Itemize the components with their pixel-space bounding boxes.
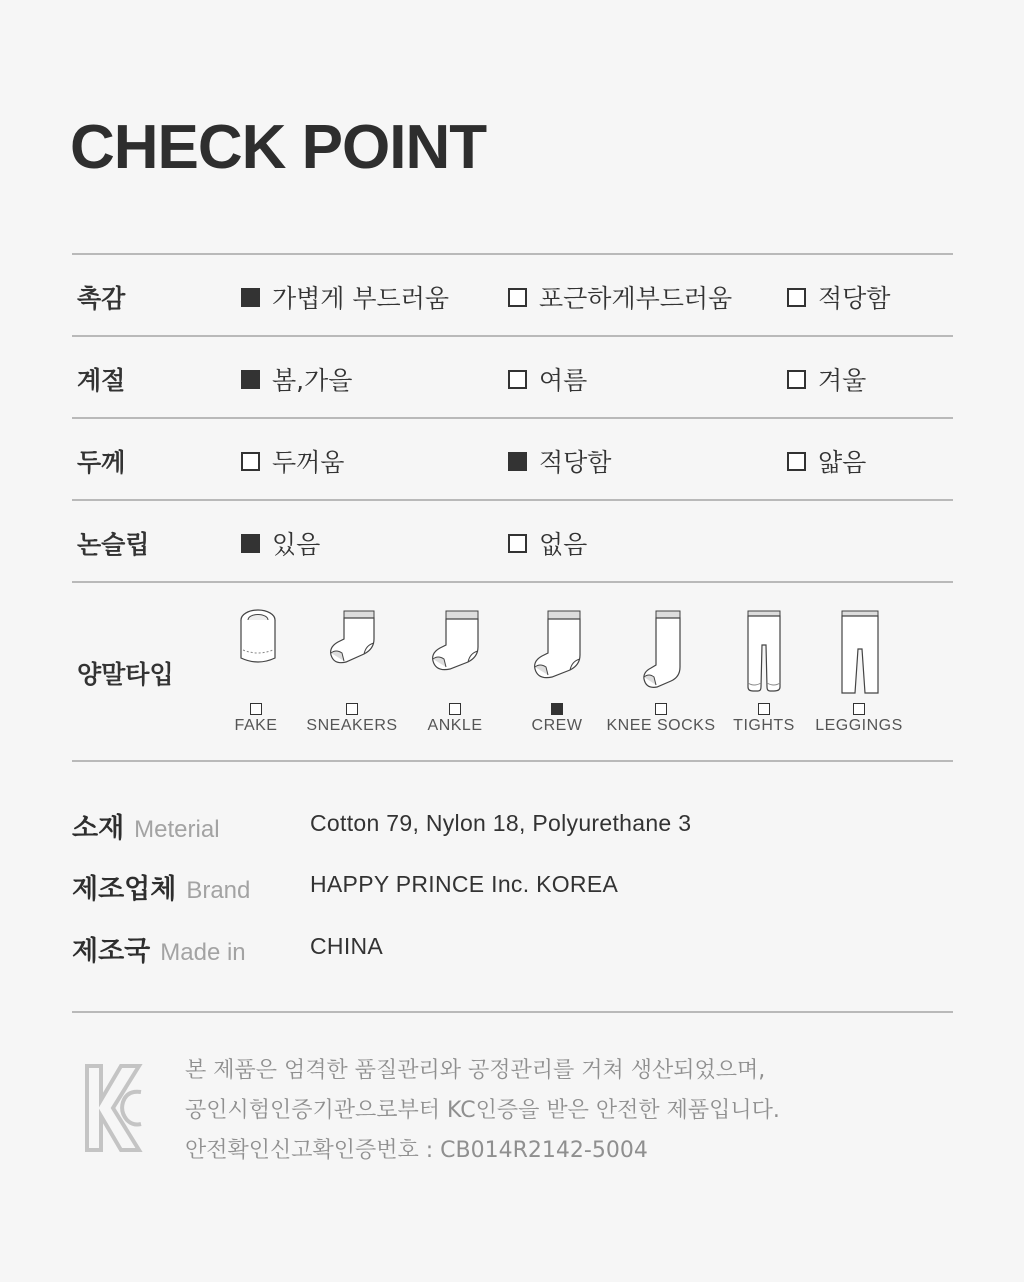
option-label: 없음 [539, 530, 588, 559]
kc-notice-line: 본 제품은 엄격한 품질관리와 공정관리를 거쳐 생산되었으며, [185, 1058, 766, 1083]
option-label: 있음 [272, 530, 321, 559]
option-season-spring-fall [241, 361, 352, 397]
sock-type-label-sneakers: SNEAKERS [306, 717, 398, 734]
option-season-summer [508, 361, 587, 397]
page-title: CHECK POINT [70, 113, 487, 182]
tights-icon [746, 609, 782, 693]
option-texture-cozy [508, 279, 732, 315]
checkbox-fake [250, 703, 262, 715]
option-nonslip-no [508, 525, 587, 561]
checkbox-leggings [853, 703, 865, 715]
divider [72, 581, 953, 583]
row-label-texture: 촉감 [77, 284, 126, 313]
row-label-sock-type: 양말타입 [77, 660, 174, 689]
checkbox [508, 534, 527, 553]
checkbox-tights [758, 703, 770, 715]
option-label: 여름 [539, 366, 588, 395]
spec-brand-value: HAPPY PRINCE Inc. KOREA [310, 871, 619, 897]
leggings-icon [840, 609, 880, 695]
option-thickness-moderate [508, 443, 611, 479]
divider [72, 499, 953, 501]
option-label: 적당함 [539, 448, 612, 477]
divider [72, 1011, 953, 1013]
option-label: 적당함 [818, 284, 891, 313]
checkbox [508, 452, 527, 471]
option-texture-moderate [787, 279, 890, 315]
ankle-sock-icon [430, 609, 482, 673]
sock-type-label-leggings: LEGGINGS [815, 717, 903, 734]
spec-label-en: Meterial [134, 816, 220, 843]
spec-brand-label [72, 867, 250, 906]
fake-sock-icon [238, 606, 278, 666]
option-thickness-thick [241, 443, 344, 479]
sock-type-label-fake: FAKE [234, 717, 278, 734]
divider [72, 253, 953, 255]
checkbox [241, 534, 260, 553]
crew-sock-icon [532, 609, 584, 681]
spec-label-en: Brand [186, 877, 251, 904]
kc-certification-icon [83, 1062, 145, 1154]
checkbox [241, 288, 260, 307]
checkbox [241, 452, 260, 471]
checkbox-knee-socks [655, 703, 667, 715]
option-label: 포근하게부드러움 [539, 284, 733, 313]
option-label: 가볍게 부드러움 [272, 284, 449, 313]
option-label: 두꺼움 [272, 448, 345, 477]
sock-type-label-tights: TIGHTS [733, 717, 795, 734]
knee-sock-icon [643, 609, 683, 691]
option-texture-light [241, 279, 449, 315]
option-nonslip-yes [241, 525, 320, 561]
option-season-winter [787, 361, 866, 397]
option-label: 얇음 [818, 448, 867, 477]
row-label-season: 계절 [77, 366, 126, 395]
checkbox [787, 370, 806, 389]
checkbox [508, 370, 527, 389]
divider [72, 335, 953, 337]
spec-label-ko: 제조업체 [72, 874, 177, 905]
option-label: 봄,가을 [272, 366, 353, 395]
spec-material-value: Cotton 79, Nylon 18, Polyurethane 3 [310, 810, 692, 836]
sock-type-label-crew: CREW [531, 717, 583, 734]
sock-type-label-ankle: ANKLE [427, 717, 483, 734]
checkbox-crew [551, 703, 563, 715]
spec-label-en: Made in [160, 939, 246, 966]
spec-material-label [72, 806, 220, 845]
spec-origin-label [72, 929, 246, 968]
spec-origin-value: CHINA [310, 933, 384, 959]
divider [72, 760, 953, 762]
checkbox-ankle [449, 703, 461, 715]
checkbox-sneakers [346, 703, 358, 715]
divider [72, 417, 953, 419]
sneakers-sock-icon [328, 609, 378, 667]
spec-label-ko: 소재 [72, 813, 125, 844]
checkbox [787, 288, 806, 307]
kc-notice-line: 공인시험인증기관으로부터 KC인증을 받은 안전한 제품입니다. [185, 1098, 780, 1123]
row-label-thickness: 두께 [77, 448, 126, 477]
checkbox [241, 370, 260, 389]
sock-type-label-knee-socks: KNEE SOCKS [606, 717, 716, 734]
option-thickness-thin [787, 443, 866, 479]
checkbox [787, 452, 806, 471]
kc-certificate-number: 안전확인신고확인증번호 : CB014R2142-5004 [185, 1138, 648, 1163]
row-label-nonslip: 논슬립 [77, 530, 150, 559]
spec-label-ko: 제조국 [72, 936, 151, 967]
checkbox [508, 288, 527, 307]
option-label: 겨울 [818, 366, 867, 395]
